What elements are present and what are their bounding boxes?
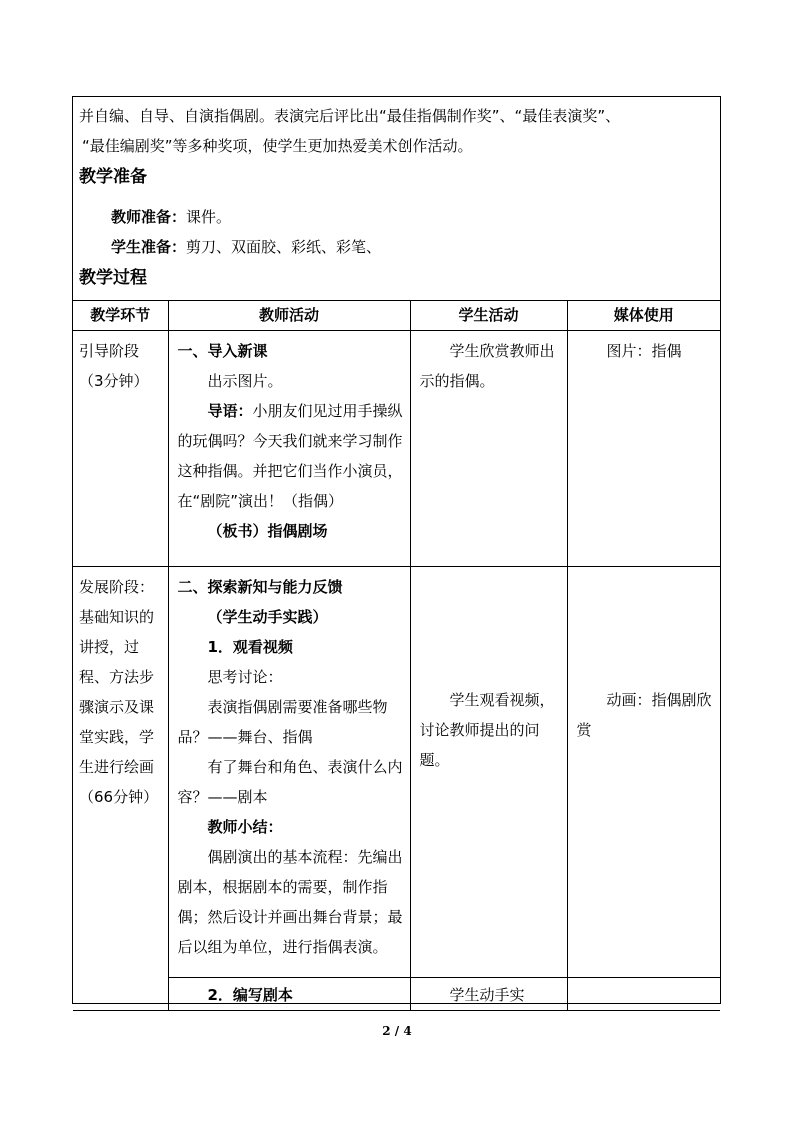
teacher-paragraph [178,396,404,516]
stage-duration: （3分钟） [79,372,149,390]
header-student: 学生活动 [410,300,567,331]
student-prep [111,237,381,257]
teacher-paragraph: 出示图片。 [207,372,283,390]
section-title: 二、探索新知与能力反馈 [177,578,343,596]
intro-line-2: “最佳编剧奖”等多种奖项，使学生更加热爱美术创作活动。 [82,137,473,155]
header-stage: 教学环节 [73,300,168,331]
teacher-activity-cell [168,331,410,567]
table-row [73,567,720,978]
teacher-paragraph: 思考讨论： [207,668,283,686]
teacher-activity-cell [168,978,410,1011]
table-row [73,978,720,1011]
media-text: 图片：指偶 [606,342,682,360]
page-number: 2 / 4 [382,1024,412,1038]
student-activity-text: 学生动手实 [449,986,525,1004]
guide-text: 小朋友们见过用手操纵的玩偶吗？今天我们就来学习制作这种指偶。并把它们当作小演员，在“剧院”演出！（指偶） [177,402,403,510]
table-row [73,331,720,567]
student-activity-cell [410,331,567,567]
student-activity-cell [410,567,567,978]
header-teacher: 教师活动 [168,300,410,331]
student-prep-value: 剪刀、双面胶、彩纸、彩笔、 [186,238,382,256]
stage-cell [73,567,168,1011]
table-header-row [73,300,720,331]
stage-text: 发展阶段：基础知识的讲授，过程、方法步骤演示及课堂实践，学生进行绘画（66分钟） [79,578,159,806]
stage-cell [73,331,168,567]
teacher-prep [111,207,231,227]
student-activity-cell [410,978,567,1011]
teacher-paragraph: 偶剧演出的基本流程：先编出剧本，根据剧本的需要，制作指偶；然后设计并画出舞台背景；最后以组为单位，进行指偶表演。 [177,848,403,956]
media-text: 动画：指偶剧欣赏 [576,691,712,739]
header-media: 媒体使用 [567,300,720,331]
guide-label: 导语： [207,402,253,420]
student-prep-label: 学生准备： [111,238,187,256]
teacher-prep-value: 课件。 [186,208,232,226]
teacher-activity-cell [168,567,410,978]
intro-line-1: 并自编、自导、自演指偶剧。表演完后评比出“最佳指偶制作奖”、“最佳表演奖”、 [79,107,621,125]
media-cell [567,978,720,1011]
prep-heading: 教学准备 [79,167,147,187]
student-activity-text: 学生欣赏教师出示的指偶。 [419,342,555,390]
media-cell [567,567,720,978]
teacher-paragraph: 有了舞台和角色、表演什么内容？——剧本 [177,758,403,806]
process-heading: 教学过程 [79,268,147,288]
student-activity-text: 学生观看视频，讨论教师提出的问题。 [419,691,555,769]
section-subtitle: （学生动手实践） [207,608,328,626]
document-frame [72,96,721,1004]
summary-label: 教师小结： [207,818,283,836]
step-title: 1．观看视频 [207,638,293,656]
teacher-prep-label: 教师准备： [111,208,187,226]
stage-text: 引导阶段 [79,342,140,360]
section-title: 一、导入新课 [177,342,268,360]
board-note: （板书）指偶剧场 [207,522,328,540]
intro-section [73,97,720,301]
lesson-plan-table [73,300,720,1011]
media-cell [567,331,720,567]
teacher-paragraph: 表演指偶剧需要准备哪些物品？——舞台、指偶 [177,698,388,746]
step-title: 2．编写剧本 [207,986,293,1004]
